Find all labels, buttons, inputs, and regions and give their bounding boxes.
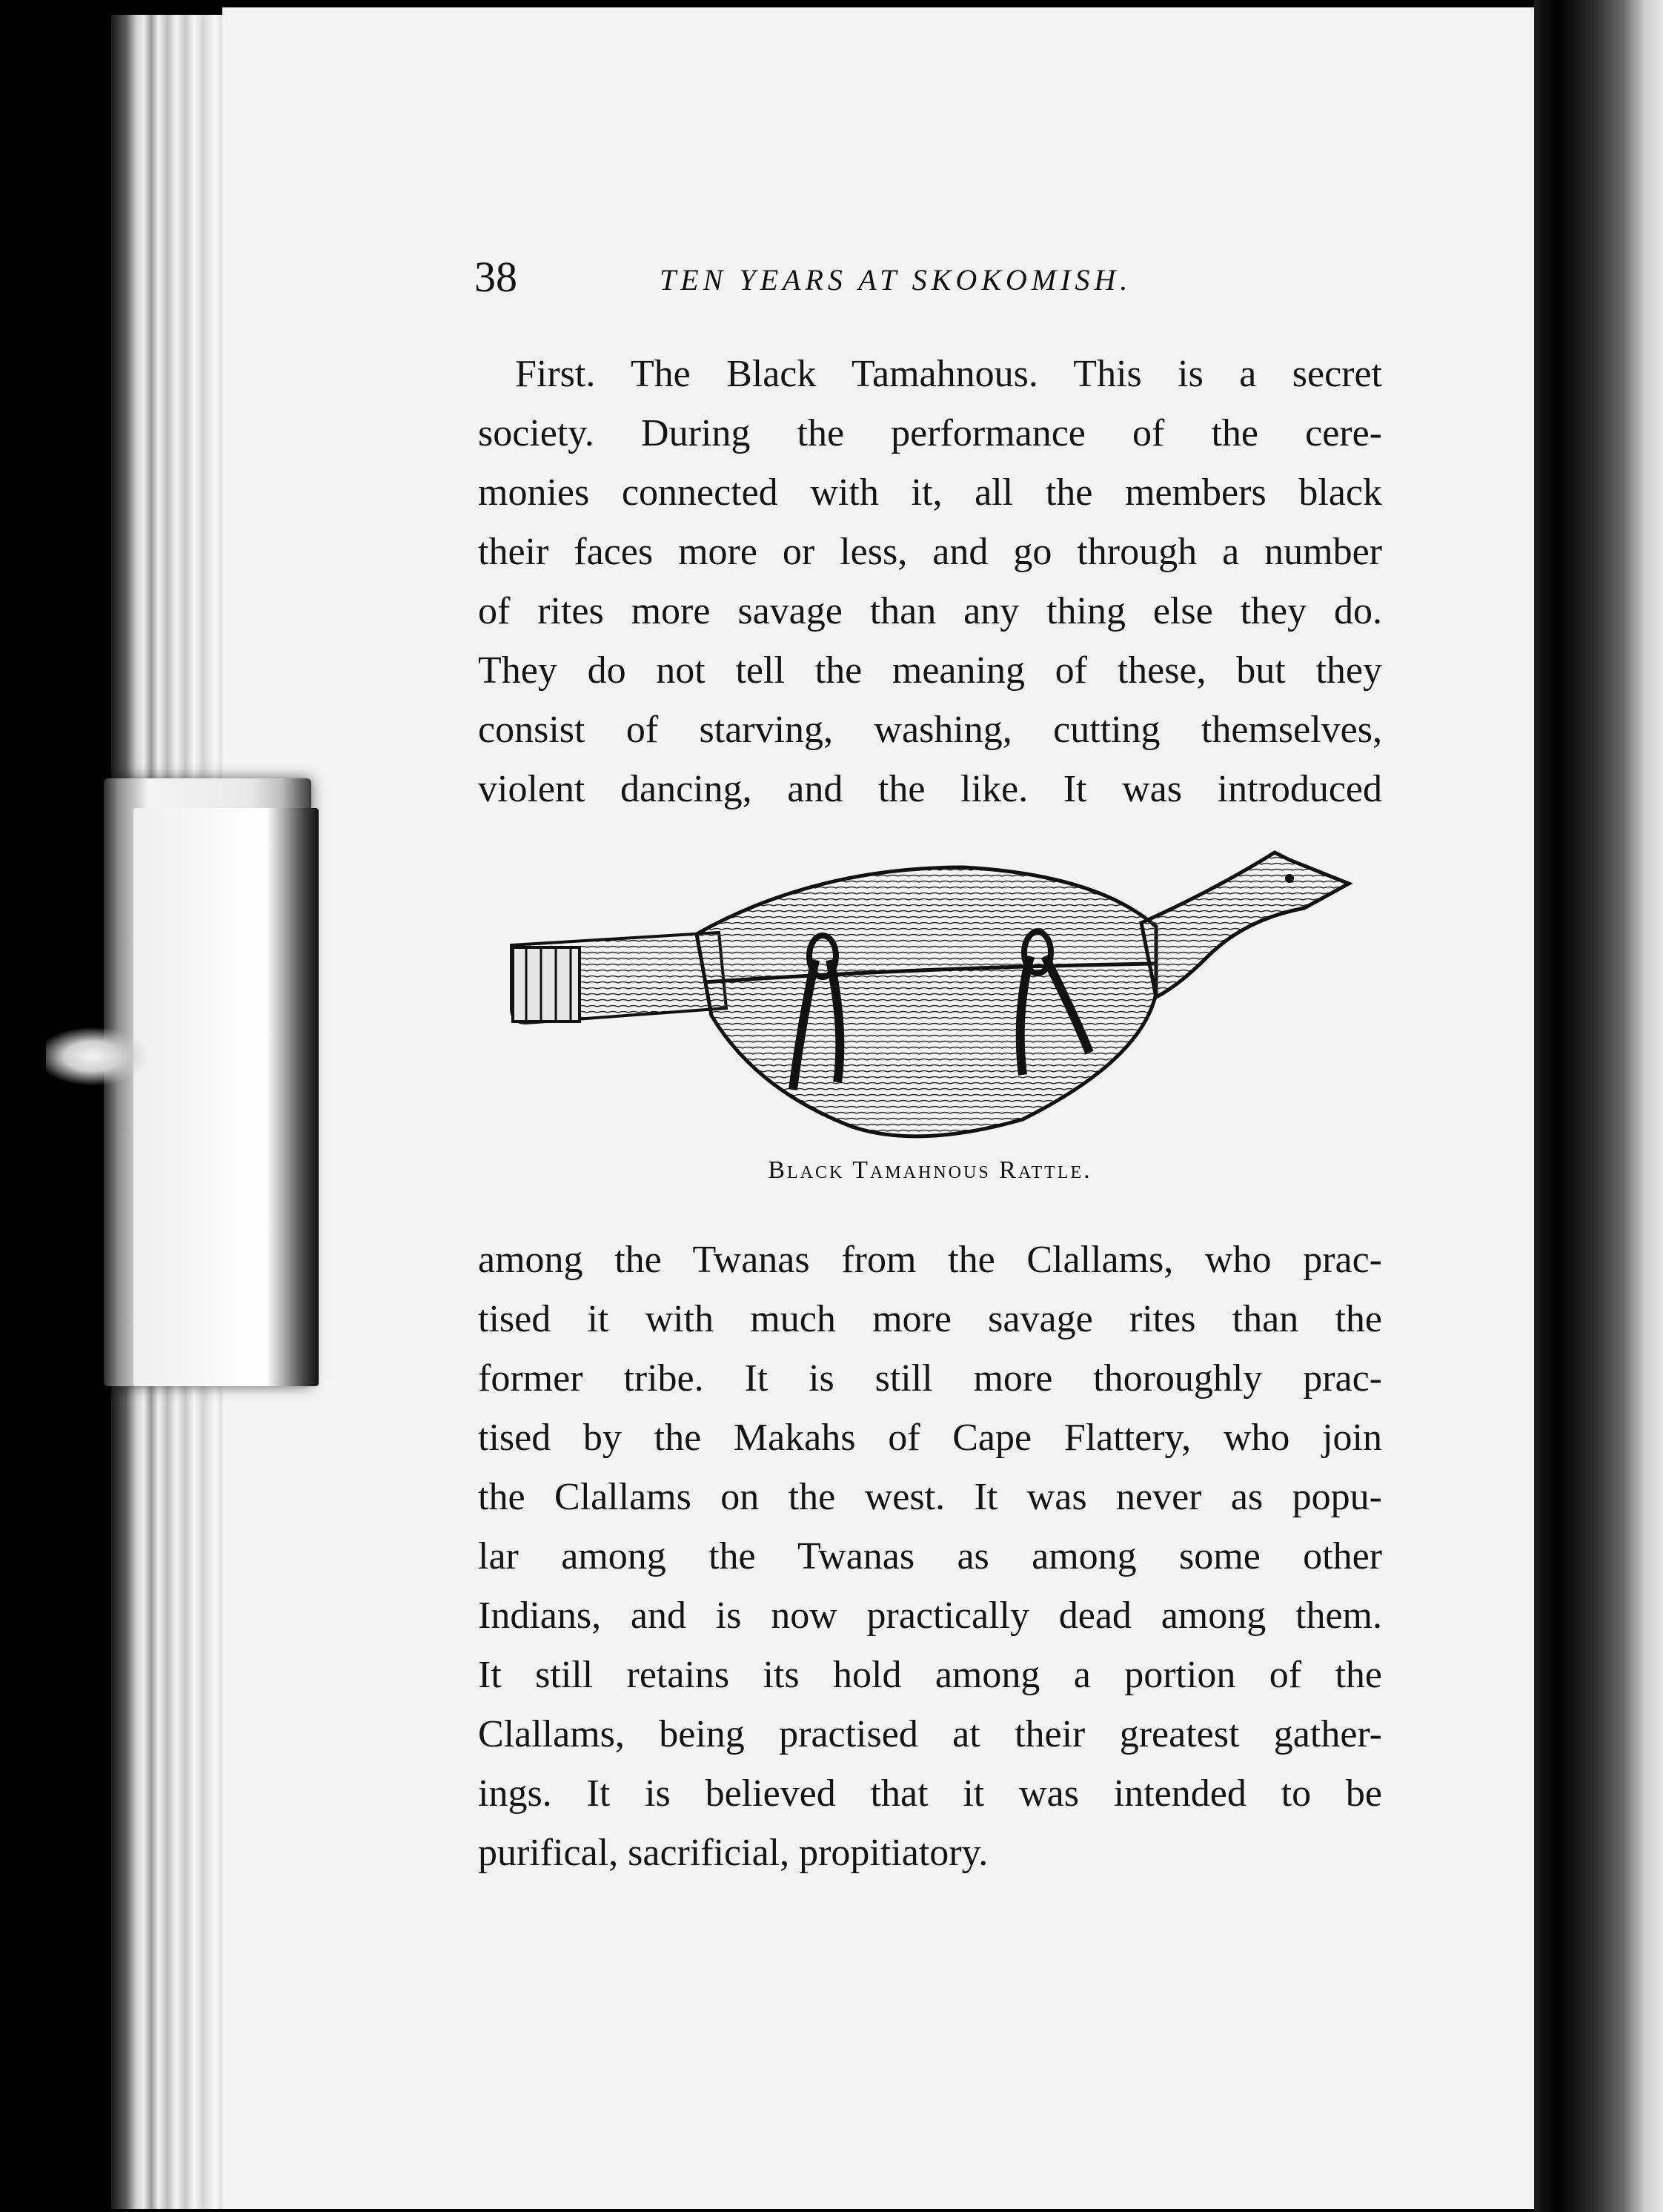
text-line: society. During the performance of the cere-	[478, 412, 1382, 454]
gutter-shadow	[1534, 0, 1663, 2212]
text-line: consist of starving, washing, cutting themselves,	[478, 709, 1382, 751]
text-line: former tribe. It is still more thoroughly prac-	[478, 1357, 1382, 1400]
text-line: It still retains its hold among a portion of the	[478, 1654, 1382, 1696]
text-line: First. The Black Tamahnous. This is a secret	[515, 353, 1382, 395]
text-line: They do not tell the meaning of these, but they	[478, 649, 1382, 692]
text-line: of rites more savage than any thing else they do.	[478, 590, 1382, 632]
running-head: TEN YEARS AT SKOKOMISH.	[660, 263, 1132, 297]
text-line: Indians, and is now practically dead among them.	[478, 1595, 1382, 1637]
text-line: monies connected with it, all the members black	[478, 471, 1382, 514]
text-line: Clallams, being practised at their greatest gather-	[478, 1713, 1382, 1755]
rattle-illustration-icon	[504, 838, 1364, 1149]
figure-caption: Black Tamahnous Rattle.	[768, 1156, 1092, 1184]
text-line: violent dancing, and the like. It was introduced	[478, 768, 1382, 810]
text-line: ings. It is believed that it was intended to be	[478, 1772, 1382, 1815]
text-line: lar among the Twanas as among some other	[478, 1535, 1382, 1577]
page-header	[474, 252, 1438, 311]
text-line: purifical, sacrificial, propitiatory.	[478, 1832, 989, 1874]
book-clamp-face	[133, 808, 319, 1386]
dust-speck	[46, 1027, 150, 1086]
paragraph-second	[478, 1231, 1382, 1883]
text-line: the Clallams on the west. It was never as popu-	[478, 1476, 1382, 1518]
paragraph-first	[478, 345, 1382, 819]
text-line: their faces more or less, and go through a number	[478, 531, 1382, 573]
text-line: tised it with much more savage rites than the	[478, 1298, 1382, 1340]
text-line: tised by the Makahs of Cape Flattery, who join	[478, 1417, 1382, 1459]
text-line: among the Twanas from the Clallams, who prac-	[478, 1239, 1382, 1281]
page-number: 38	[474, 253, 517, 301]
